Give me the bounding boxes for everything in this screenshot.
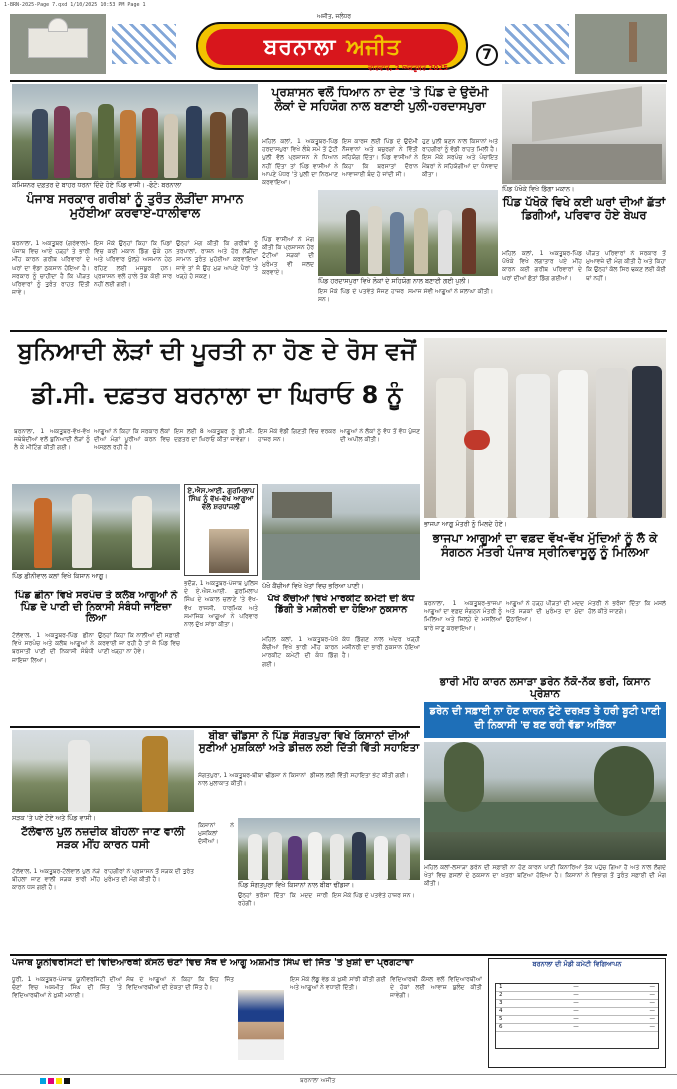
article-body: ਸਮਾਜ ਸੇਵੀ ਆਗੂਆਂ ਨੇ ਸ਼ਲਾਘਾ ਕੀਤੀ।: [408, 288, 494, 295]
brand-subtitle: ਅਜੀਤ, ਜਲੰਧਰ: [316, 13, 351, 20]
footer-text: ਬਰਨਾਲਾ ਅਜੀਤ: [300, 1077, 336, 1084]
section-rule: [10, 330, 667, 332]
headline: ਬੀਬਾ ਢੀਂਡਸਾ ਨੇ ਪਿੰਡ ਸੰਗਤਪੁਰਾ ਵਿਖੇ ਕਿਸਾਨਾਂ ਦੀਆਂ ਸੁਣੀਆਂ ਮੁਸ਼ਕਿਲਾਂ ਅਤੇ ਡੀਜ਼ਲ ਲਈ ਦਿੱਤੀ ਵਿੱਤੀ ਸਹਾਇਤਾ: [198, 730, 420, 755]
article-body: ਮਹਿਲ ਕਲਾਂ, 1 ਅਕਤੂਬਰ-ਪਿੰਡ ਪੱਖੋਕੇ ਵਿਖੇ ਲਗਾਤਾਰ ਪਏ ਮੀਂਹ ਕਾਰਨ ਕਈ ਗਰੀਬ ਪਰਿਵਾਰਾਂ ਦੇ ਘਰਾਂ ਦੀਆਂ ਛੱਤਾਂ ਡਿੱਗ ਗਈਆਂ।: [502, 250, 582, 282]
article-body: ਭਦੌੜ, 1 ਅਕਤੂਬਰ-ਪੰਜਾਬ ਪੁਲਿਸ ਦੇ ਏ.ਐਸ.ਆਈ. ਗੁਰਮਿਲਾਪ ਸਿੰਘ ਦੇ ਅਕਾਲ ਚਲਾਣੇ 'ਤੇ ਵੱਖ-ਵੱਖ ਰਾਜਸੀ, ਧਾਰਮਿਕ ਅਤੇ ਸਮਾਜਿਕ ਆਗੂਆਂ ਨੇ ਪਰਿਵਾਰ ਨਾਲ ਦੁੱਖ ਸਾਂਝਾ ਕੀਤਾ।: [184, 580, 258, 629]
gurdwara-photo: [10, 14, 106, 74]
article-body: ਇਸ ਮੌਕੇ ਪਿੰਡ ਦੇ ਪਤਵੰਤੇ ਸੱਜਣ ਹਾਜ਼ਰ ਸਨ।: [318, 288, 404, 304]
photo-caption: ਭਾਜਪਾ ਆਗੂ ਮੰਤਰੀ ਨੂੰ ਮਿਲਦੇ ਹੋਏ।: [424, 520, 508, 528]
article-body: ਮਹਿਲ ਕਲਾਂ, 1 ਅਕਤੂਬਰ-ਪਿੰਡ ਹਰਦਾਸਪੁਰਾ ਵਿਖੇ ਲੰਬੇ ਸਮੇਂ ਤੋਂ ਟੁੱਟੀ ਪੁਲੀ ਵੱਲ ਪ੍ਰਸ਼ਾਸਨ ਨੇ ਧਿਆਨ ਨਹੀਂ ਦਿੱਤਾ ਤਾਂ ਪਿੰਡ ਵਾਸੀਆਂ ਨੇ ਆਪਣੇ ਪੱਧਰ 'ਤੇ ਪੁਲੀ ਦਾ ਨਿਰਮਾਣ ਕਰਵਾਇਆ।: [262, 138, 338, 187]
photo-caption: ਪੱਖੋ ਕੈਂਚੀਆਂ ਵਿਖੇ ਖੇਤਾਂ ਵਿਚ ਭਰਿਆ ਪਾਣੀ।: [262, 582, 364, 590]
decorative-pattern: [505, 24, 569, 64]
article-body: ਪਿੰਡ ਵਾਸੀਆਂ ਨੇ ਮੰਗ ਕੀਤੀ ਕਿ ਪ੍ਰਸ਼ਾਸਨ ਹੋਰ ਟੁੱਟੀਆਂ ਸੜਕਾਂ ਦੀ ਮੁਰੰਮਤ ਵੀ ਜਲਦ ਕਰਵਾਏ।: [262, 236, 314, 276]
article-body: ਪੀੜਤ ਪਰਿਵਾਰਾਂ ਨੇ ਸਰਕਾਰ ਤੋਂ ਮੁਆਵਜ਼ੇ ਦੀ ਮੰਗ ਕੀਤੀ ਹੈ ਅਤੇ ਕਿਹਾ ਕਿ ਉਨ੍ਹਾਂ ਕੋਲ ਸਿਰ ਢਕਣ ਲਈ ਕੋਈ ਥਾਂ ਨਹੀਂ।: [586, 250, 666, 282]
lead-headline-line2: ਡੀ.ਸੀ. ਦਫ਼ਤਰ ਬਰਨਾਲਾ ਦਾ ਘਿਰਾਓ 8 ਨੂੰ: [31, 382, 403, 409]
article-body: ਉਨ੍ਹਾਂ ਮੰਗ ਕੀਤੀ ਕਿ ਗਰੀਬਾਂ ਨੂੰ ਤਰਪਾਲਾਂ, ਰਾਸ਼ਨ ਅਤੇ ਹੋਰ ਲੋੜੀਂਦਾ ਸਾਮਾਨ ਤੁਰੰਤ ਮੁਹੱਈਆ ਕਰਵਾਇਆ ਜਾਵੇ ਤਾਂ ਜੋ ਉਹ ਮੁੜ ਆਪਣੇ ਪੈਰਾਂ 'ਤੇ ਖੜ੍ਹੇ ਹੋ ਸਕਣ।: [176, 240, 258, 280]
article-body: ਇਸ ਮੌਕੇ ਉਨ੍ਹਾਂ ਕਿਹਾ ਕਿ ਪਿੰਡਾਂ ਵਿਚ ਕਈ ਮਕਾਨ ਡਿੱਗ ਚੁੱਕੇ ਹਨ ਅਤੇ ਪਰਿਵਾਰ ਖੁੱਲ੍ਹੇ ਅਸਮਾਨ ਹੇਠ ਰਹਿਣ ਲਈ ਮਜਬੂਰ ਹਨ। ਪ੍ਰਸ਼ਾਸਨ ਵਲੋਂ ਹਾਲੇ ਤੱਕ ਕੋਈ ਸਾਰ ਨਹੀਂ ਲਈ ਗਈ।: [94, 240, 172, 289]
cmyk-swatch: [56, 1078, 62, 1084]
photo-caption: ਪਿੰਡ ਛੀਨੀਵਾਲ ਕਲਾਂ ਵਿਖੇ ਕਿਸਾਨ ਆਗੂ।: [12, 572, 108, 580]
article-body: ਆਗੂਆਂ ਨੇ ਕਿਹਾ ਕਿ ਸਰਕਾਰ ਲੋਕਾਂ ਦੀਆਂ ਮੰਗਾਂ ਪੂਰੀਆਂ ਕਰਨ ਵਿਚ ਅਸਫ਼ਲ ਰਹੀ ਹੈ।: [94, 428, 170, 452]
headline: ਪਿੰਡ ਪੱਖੋਕੇ ਵਿਖੇ ਕਈ ਘਰਾਂ ਦੀਆਂ ਛੱਤਾਂ ਡਿਗੀਆਂ, ਪਰਿਵਾਰ ਹੋਏ ਬੇਘਰ: [502, 196, 666, 223]
article-body: ਮਹਿਲ ਕਲਾਂ-ਲਸਾੜਾ ਡਰੇਨ ਦੀ ਸਫ਼ਾਈ ਨਾ ਹੋਣ ਕਾਰਨ ਪਾਣੀ ਕਿਨਾਰਿਆਂ ਤੱਕ ਪਹੁੰਚ ਗਿਆ ਹੈ ਅਤੇ ਨਾਲ ਲੱਗਦੇ ਖੇਤਾਂ ਵਿਚ ਫ਼ਸਲਾਂ ਦੇ ਨੁਕਸਾਨ ਦਾ ਖ਼ਤਰਾ ਬਣਿਆ ਹੋਇਆ ਹੈ। ਕਿਸਾਨਾਂ ਨੇ ਵਿਭਾਗ ਤੋਂ ਤੁਰੰਤ ਸਫ਼ਾਈ ਦੀ ਮੰਗ ਕੀਤੀ।: [424, 864, 666, 888]
obituary-title: ਏ.ਐਸ.ਆਈ. ਗੁਰਮਿਲਾਪ ਸਿੰਘ ਨੂੰ ਵੱਖ-ਵੱਖ ਆਗੂਆਂ ਵੱਲੋਂ ਸ਼ਰਧਾਂਜਲੀ: [187, 487, 255, 512]
tender-notice: [488, 958, 666, 1068]
article-body: ਕੰਧ ਡਿੱਗਣ ਨਾਲ ਅੰਦਰ ਖੜ੍ਹੀ ਮਸ਼ੀਨਰੀ ਦਾ ਭਾਰੀ ਨੁਕਸਾਨ ਹੋਇਆ ਹੈ।: [342, 636, 420, 660]
headline: ਪ੍ਰਸ਼ਾਸਨ ਵਲੋਂ ਧਿਆਨ ਨਾ ਦੇਣ 'ਤੇ ਪਿੰਡ ਦੇ ਉਦੱਮੀ ਲੋਕਾਂ ਦੇ ਸਹਿਯੋਗ ਨਾਲ ਬਣਾਈ ਪੁਲੀ-ਹਰਦਾਸਪੁਰਾ: [271, 86, 489, 113]
article-body: ਸੰਗਤਪੁਰਾ, 1 ਅਕਤੂਬਰ-ਬੀਬਾ ਢੀਂਡਸਾ ਨੇ ਕਿਸਾਨਾਂ ਨਾਲ ਮੁਲਾਕਾਤ ਕੀਤੀ।: [198, 772, 306, 788]
article-body: ਟੱਲੇਵਾਲ, 1 ਅਕਤੂਬਰ-ਟੱਲੇਵਾਲ ਪੁਲ ਨੇੜੇ ਬੀਹਲਾ ਜਾਣ ਵਾਲੀ ਸੜਕ ਭਾਰੀ ਮੀਂਹ ਕਾਰਨ ਧਸ ਗਈ ਹੈ।: [12, 868, 100, 892]
print-slug: 1-BRN-2025-Page 7.qxd 1/10/2025 10:53 PM Page 1: [4, 2, 146, 8]
student-leader-portrait: [238, 990, 284, 1060]
article-body: ਟੱਲੇਵਾਲ, 1 ਅਕਤੂਬਰ-ਪਿੰਡ ਛੀਨਾ ਵਿਖੇ ਸਰਪੰਚ ਅਤੇ ਕਲੱਬ ਆਗੂਆਂ ਨੇ ਬਰਸਾਤੀ ਪਾਣੀ ਦੀ ਨਿਕਾਸੀ ਸੰਬੰਧੀ ਜਾਇਜ਼ਾ ਲਿਆ।: [12, 632, 94, 664]
portrait-photo: [209, 529, 249, 573]
article-body: ਉਨ੍ਹਾਂ ਕਿਹਾ ਕਿ ਨਾਲੀਆਂ ਦੀ ਸਫ਼ਾਈ ਕਰਵਾਈ ਜਾ ਰਹੀ ਹੈ ਤਾਂ ਜੋ ਪਿੰਡ ਵਿਚ ਪਾਣੀ ਖੜ੍ਹਾ ਨਾ ਹੋਵੇ।: [98, 632, 180, 656]
headline: ਪੱਖੋ ਕੈਂਚੀਆਂ ਵਿਖੇ ਮਾਰਕੀਟ ਕਮੇਟੀ ਦੀ ਕੰਧ ਡਿੱਗੀ ਤੇ ਮਸ਼ੀਨਰੀ ਦਾ ਹੋਇਆ ਨੁਕਸਾਨ: [267, 594, 415, 615]
article-body: ਇਸ ਮੌਕੇ ਪਿੰਡ ਦੇ ਪਤਵੰਤੇ ਹਾਜ਼ਰ ਸਨ।: [332, 892, 415, 899]
article-body: ਆਗੂਆਂ ਨੇ ਲੋਕਾਂ ਨੂੰ ਵੱਧ ਤੋਂ ਵੱਧ ਪੁੱਜਣ ਦੀ ਅਪੀਲ ਕੀਤੀ।: [340, 428, 420, 444]
article-body: ਬਰਨਾਲਾ, 1 ਅਕਤੂਬਰ-ਭਾਜਪਾ ਆਗੂਆਂ ਦਾ ਵਫ਼ਦ ਸੰਗਠਨ ਮੰਤਰੀ ਨੂੰ ਮਿਲਿਆ ਅਤੇ ਜ਼ਿਲ੍ਹੇ ਦੇ ਮਸਲਿਆਂ ਬਾਰੇ ਜਾਣੂ ਕਰਵਾਇਆ।: [424, 600, 502, 632]
damaged-road-photo: [12, 730, 194, 812]
article-body: ਬਰਨਾਲਾ, 1 ਅਕਤੂਬਰ-ਵੱਖ-ਵੱਖ ਜਥੇਬੰਦੀਆਂ ਵਲੋਂ ਬੁਨਿਆਦੀ ਲੋੜਾਂ ਨੂੰ ਲੈ ਕੇ ਮੀਟਿੰਗ ਕੀਤੀ ਗਈ।: [14, 428, 90, 452]
article-body: ਰਾਹਗੀਰਾਂ ਨੇ ਪ੍ਰਸ਼ਾਸਨ ਤੋਂ ਸੜਕ ਦੀ ਤੁਰੰਤ ਮੁਰੰਮਤ ਦੀ ਮੰਗ ਕੀਤੀ ਹੈ।: [104, 868, 194, 884]
flooded-field-photo: [262, 484, 420, 580]
decorative-pattern: [112, 24, 176, 64]
photo-caption: ਪਿੰਡ ਸੰਗਤਪੁਰਾ ਵਿਖੇ ਕਿਸਾਨਾਂ ਨਾਲ ਬੀਬਾ ਢੀਂਡਸਾ।: [238, 881, 355, 889]
article-body: ਇਸ ਲਈ 8 ਅਕਤੂਬਰ ਨੂੰ ਡੀ.ਸੀ. ਦਫ਼ਤਰ ਦਾ ਘਿਰਾਓ ਕੀਤਾ ਜਾਵੇਗਾ।: [174, 428, 254, 444]
article-body: ਧੂਰੀ, 1 ਅਕਤੂਬਰ-ਪੰਜਾਬ ਯੂਨੀਵਰਸਿਟੀ ਦੀਆਂ ਚੋਣਾਂ ਵਿਚ ਅਸ਼ਮੀਤ ਸਿੰਘ ਦੀ ਜਿੱਤ 'ਤੇ ਵਿਦਿਆਰਥੀਆਂ ਨੇ ਖ਼ੁਸ਼ੀ ਮਨਾਈ।: [12, 976, 122, 1000]
highlight-banner: ਡਰੇਨ ਦੀ ਸਫ਼ਾਈ ਨਾ ਹੋਣ ਕਾਰਨ ਟੁੱਟੇ ਦਰਖ਼ਤ ਤੇ ਹਰੀ ਬੂਟੀ ਪਾਣੀ ਦੀ ਨਿਕਾਸੀ 'ਚ ਬਣ ਰਹੀ ਵੱਡਾ ਅੜਿੱਕਾ: [424, 702, 666, 738]
article-body: ਉਨ੍ਹਾਂ ਭਰੋਸਾ ਦਿੱਤਾ ਕਿ ਮਦਦ ਜਾਰੀ ਰਹੇਗੀ।: [238, 892, 328, 908]
section-rule: [10, 954, 667, 956]
photo-caption: ਪਿੰਡ ਹਰਦਾਸਪੁਰਾ ਵਿਖੇ ਲੋਕਾਂ ਦੇ ਸਹਿਯੋਗ ਨਾਲ ਬਣਾਈ ਗਈ ਪੁਲੀ।: [318, 277, 471, 285]
sub-headline: ਭਾਰੀ ਮੀਂਹ ਕਾਰਨ ਲਸਾੜਾ ਡਰੇਨ ਨੱਕੋ-ਨੱਕ ਭਰੀ, ਕਿਸਾਨ ਪ੍ਰੇਸ਼ਾਨ: [439, 676, 651, 700]
lead-headline-line1: ਬੁਨਿਆਦੀ ਲੋੜਾਂ ਦੀ ਪੂਰਤੀ ਨਾ ਹੋਣ ਦੇ ਰੋਸ ਵਜੋਂ: [17, 338, 417, 365]
notice-title: ਬਰਨਾਲਾ ਦੀ ਮੰਡੀ ਕਮੇਟੀ ਵਿਗਿਆਪਨ: [532, 960, 622, 968]
protest-photo: [12, 84, 258, 180]
footer-bar: [0, 1074, 677, 1089]
article-body: ਮਹਿਲ ਕਲਾਂ, 1 ਅਕਤੂਬਰ-ਪੱਖੋ ਕੈਂਚੀਆਂ ਵਿਖੇ ਭਾਰੀ ਮੀਂਹ ਕਾਰਨ ਮਾਰਕੀਟ ਕਮੇਟੀ ਦੀ ਕੰਧ ਡਿੱਗ ਗਈ।: [262, 636, 338, 668]
brand-city: ਬਰਨਾਲਾ: [263, 34, 337, 60]
headline: ਟੱਲੇਵਾਲ ਪੁਲ ਨਜ਼ਦੀਕ ਬੀਹਲਾ ਜਾਣ ਵਾਲੀ ਸੜਕ ਮੀਂਹ ਕਾਰਨ ਧਸੀ: [21, 826, 185, 851]
obituary-box: [184, 484, 258, 576]
article-body: ਵਿਦਿਆਰਥੀ ਕੌਂਸਲ ਵਲੋਂ ਵਿਦਿਆਰਥੀਆਂ ਦੇ ਹੱਕਾਂ ਲਈ ਆਵਾਜ਼ ਬੁਲੰਦ ਕੀਤੀ ਜਾਵੇਗੀ।: [390, 976, 482, 1000]
tower-photo: [575, 14, 667, 74]
headline: ਪੰਜਾਬ ਸਰਕਾਰ ਗਰੀਬਾਂ ਨੂੰ ਤੁਰੰਤ ਲੋੜੀਂਦਾ ਸਾਮਾਨ ਮੁਹੱਈਆ ਕਰਵਾਏ-ਧਾਲੀਵਾਲ: [26, 192, 244, 221]
article-body: ਆਗੂਆਂ ਨੇ ਹੜ੍ਹ ਪੀੜਤਾਂ ਦੀ ਮਦਦ ਅਤੇ ਸੜਕਾਂ ਦੀ ਮੁਰੰਮਤ ਦਾ ਮੁੱਦਾ ਉਠਾਇਆ।: [506, 600, 584, 624]
cmyk-swatch: [48, 1078, 54, 1084]
photo-caption: ਪਿੰਡ ਪੱਖੋਕੇ ਵਿਖੇ ਡਿੱਗਾ ਮਕਾਨ।: [502, 185, 575, 193]
cmyk-swatch: [64, 1078, 70, 1084]
photo-caption: ਕਮਿਸ਼ਨਰ ਦਫ਼ਤਰ ਦੇ ਬਾਹਰ ਧਰਨਾ ਦਿੰਦੇ ਹੋਏ ਪਿੰਡ ਵਾਸੀ। -ਫੋਟੋ: ਬਰਨਾਲਾ: [12, 181, 182, 189]
headline: ਭਾਜਪਾ ਆਗੂਆਂ ਦਾ ਵਫ਼ਦ ਵੱਖ-ਵੱਖ ਮੁੱਦਿਆਂ ਨੂੰ ਲੈ ਕੇ ਸੰਗਠਨ ਮੰਤਰੀ ਪੰਜਾਬ ਸ੍ਰੀਨਿਵਾਸੂਲੂ ਨੂੰ ਮਿਲਿਆ: [432, 532, 658, 559]
photo-caption: ਸੜਕ 'ਤੇ ਪਏ ਟੋਏ ਅਤੇ ਪਿੰਡ ਵਾਸੀ।: [12, 814, 96, 822]
masthead-rule: [10, 80, 667, 82]
article-body: ਹੁਣ ਪੁਲੀ ਬਣਨ ਨਾਲ ਕਿਸਾਨਾਂ ਅਤੇ ਰਾਹਗੀਰਾਂ ਨੂੰ ਵੱਡੀ ਰਾਹਤ ਮਿਲੀ ਹੈ। ਇਸ ਮੌਕੇ ਸਰਪੰਚ ਅਤੇ ਪੰਚਾਇਤ ਮੈਂਬਰਾਂ ਨੇ ਸਹਿਯੋਗੀਆਂ ਦਾ ਧੰਨਵਾਦ ਕੀਤਾ।: [422, 138, 498, 178]
notice-table: 1 — — 2 — — 3 — — 4 — — 5 — — 6 — —: [495, 983, 659, 1049]
article-body: ਬਰਨਾਲਾ, 1 ਅਕਤੂਬਰ (ਗਰੇਵਾਲ)-ਪੰਜਾਬ ਵਿਚ ਆਏ ਹੜ੍ਹਾਂ ਤੇ ਭਾਰੀ ਮੀਂਹ ਕਾਰਨ ਗਰੀਬ ਪਰਿਵਾਰਾਂ ਦੇ ਘਰਾਂ ਦਾ ਵੱਡਾ ਨੁਕਸਾਨ ਹੋਇਆ ਹੈ। ਸਰਕਾਰ ਨੂੰ ਚਾਹੀਦਾ ਹੈ ਕਿ ਪੀੜਤ ਪਰਿਵਾਰਾਂ ਨੂੰ ਤੁਰੰਤ ਰਾਹਤ ਦਿੱਤੀ ਜਾਵੇ।: [12, 240, 90, 297]
section-rule: [10, 726, 420, 728]
page-number: 7: [476, 44, 498, 66]
headline: ਪੰਜਾਬ ਯੂਨੀਵਰਸਿਟੀ ਦੀ ਵਿਦਿਆਰਥੀ ਕੌਂਸਲ ਚੋਣਾਂ ਵਿਚ ਸੱਥ ਦੇ ਆਗੂ ਅਸ਼ਮੀਤ ਸਿੰਘ ਦੀ ਜਿੱਤ 'ਤੇ ਖ਼ੁਸ਼ੀ ਦਾ ਪ੍ਰਗਟਾਵਾ: [12, 958, 414, 968]
article-body: ਮੰਤਰੀ ਨੇ ਭਰੋਸਾ ਦਿੱਤਾ ਕਿ ਮਸਲੇ ਹੱਲ ਕੀਤੇ ਜਾਣਗੇ।: [588, 600, 666, 616]
article-body: ਇਸ ਮੌਕੇ ਵੱਡੀ ਗਿਣਤੀ ਵਿਚ ਵਰਕਰ ਹਾਜ਼ਰ ਸਨ।: [258, 428, 336, 444]
article-body: ਡੀਜ਼ਲ ਲਈ ਵਿੱਤੀ ਸਹਾਇਤਾ ਭੇਟ ਕੀਤੀ ਗਈ।: [310, 772, 410, 779]
drain-photo: [424, 742, 666, 860]
article-body: ਸੱਥ ਦੇ ਆਗੂਆਂ ਨੇ ਕਿਹਾ ਕਿ ਇਹ ਜਿੱਤ ਵਿਦਿਆਰਥੀਆਂ ਦੀ ਏਕਤਾ ਦੀ ਜਿੱਤ ਹੈ।: [126, 976, 234, 992]
farmers-meeting-photo: [238, 818, 420, 880]
collapsed-roof-photo: [502, 84, 666, 184]
issue-date: ਵੀਰਵਾਰ, 2 ਅਕਤੂਬਰ 2025: [368, 64, 448, 72]
article-body: ਇਸ ਕਾਰਜ ਲਈ ਪਿੰਡ ਦੇ ਉਦੱਮੀ ਨੌਜਵਾਨਾਂ ਅਤੇ ਬਜ਼ੁਰਗਾਂ ਨੇ ਵਿੱਤੀ ਸਹਿਯੋਗ ਦਿੱਤਾ। ਪਿੰਡ ਵਾਸੀਆਂ ਨੇ ਕਿਹਾ ਕਿ ਬਰਸਾਤਾਂ ਦੌਰਾਨ ਆਵਾਜਾਈ ਬੰਦ ਹੋ ਜਾਂਦੀ ਸੀ।: [342, 138, 418, 178]
cmyk-swatch: [40, 1078, 46, 1084]
headline: ਪਿੰਡ ਛੀਨਾ ਵਿਖੇ ਸਰਪੰਚ ਤੇ ਕਲੱਬ ਆਗੂਆਂ ਨੇ ਪਿੰਡ ਦੇ ਪਾਣੀ ਦੀ ਨਿਕਾਸੀ ਸੰਬੰਧੀ ਜਾਇਜ਼ਾ ਲਿਆ: [14, 590, 178, 624]
village-leaders-photo: [12, 484, 180, 570]
article-body: ਇਸ ਮੌਕੇ ਲੱਡੂ ਵੰਡ ਕੇ ਖ਼ੁਸ਼ੀ ਸਾਂਝੀ ਕੀਤੀ ਗਈ ਅਤੇ ਆਗੂਆਂ ਨੇ ਵਧਾਈ ਦਿੱਤੀ।: [290, 976, 386, 992]
brand-logo: [196, 13, 468, 72]
bjp-delegation-photo: [424, 338, 666, 518]
brand-name: ਅਜੀਤ: [346, 34, 401, 60]
article-body: ਕਿਸਾਨਾਂ ਨੇ ਮੁਸ਼ਕਿਲਾਂ ਦੱਸੀਆਂ।: [198, 822, 234, 846]
bridge-photo: [318, 190, 498, 276]
